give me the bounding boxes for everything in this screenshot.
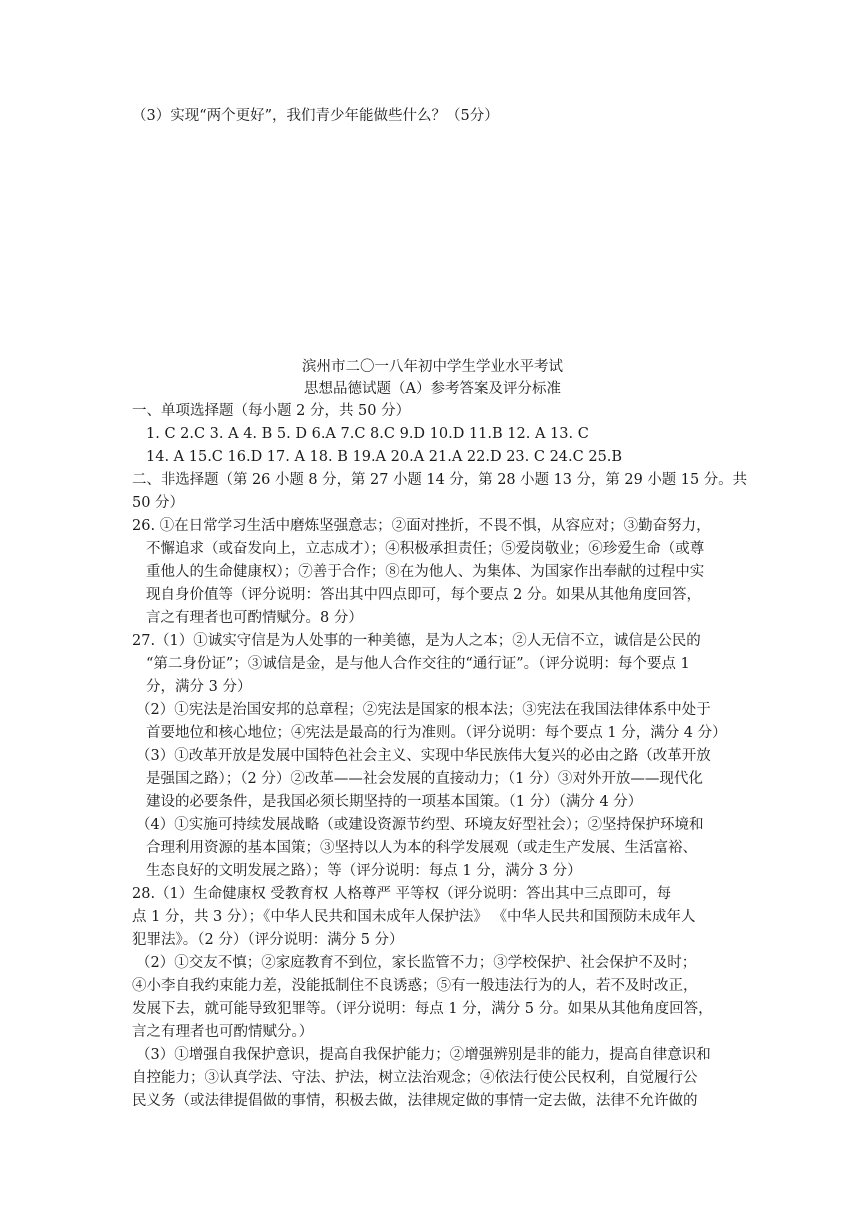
q27-line: （4）①实施可持续发展战略（或建设资源节约型、环境友好型社会）；②坚持保护环境和	[136, 817, 704, 833]
q28-line: （3）①增强自我保护意识，提高自我保护能力；②增强辨别是非的能力，提高自律意识和	[136, 1047, 711, 1063]
text-line: 50 分）	[132, 495, 185, 511]
doc-subtitle: 思想品德试题（A）参考答案及评分标准	[304, 381, 561, 397]
q27-line: 分，满分 3 分）	[146, 679, 252, 695]
q28-line: （2）①交友不慎；②家庭教育不到位，家长监管不力；③学校保护、社会保护不及时；	[136, 955, 697, 971]
q27-line: 27.（1）①诚实守信是为人处事的一种美德，是为人之本；②人无信不立，诚信是公民的	[132, 633, 701, 649]
q28-line: 点 1 分，共 3 分）；《中华人民共和国未成年人保护法》 《中华人民共和国预防未成年人	[132, 909, 696, 925]
q28-line: 发展下去，就可能导致犯罪等。（评分说明：每点 1 分，满分 5 分。如果从其他角度回答，	[132, 1001, 713, 1017]
q27-line: （2）①宪法是治国安邦的总章程；②宪法是国家的根本法；③宪法在我国法律体系中处于	[136, 702, 711, 718]
q27-line: 首要地位和核心地位；④宪法是最高的行为准则。（评分说明：每个要点 1 分，满分 4 分）	[146, 725, 727, 741]
q27-line: “第二身份证”；③诚信是金，是与他人合作交往的“通行证”。（评分说明：每个要点 1	[146, 656, 690, 672]
answer-row: 1. C 2.C 3. A 4. B 5. D 6.A 7.C 8.C 9.D 10.D 11.B 12. A 13. C	[146, 426, 589, 442]
q27-line: 建设的必要条件，是我国必须长期坚持的一项基本国策。（1 分）（满分 4 分）	[146, 794, 643, 810]
answer-row: 14. A 15.C 16.D 17. A 18. B 19.A 20.A 21.A 22.D 23. C 24.C 25.B	[146, 449, 623, 465]
q26-line: 重他人的生命健康权）；⑦善于合作；⑧在为他人、为集体、为国家作出奉献的过程中实	[146, 564, 705, 580]
doc-title: 滨州市二〇一八年初中学生学业水平考试	[302, 359, 563, 375]
q28-line: 28.（1）生命健康权 受教育权 人格尊严 平等权（评分说明：答出其中三点即可，每	[132, 886, 672, 902]
q26-line: 言之有理者也可酌情赋分。8 分）	[146, 610, 363, 626]
q26-line: 现自身价值等（评分说明：答出其中四点即可，每个要点 2 分。如果从其他角度回答，	[146, 587, 701, 603]
question-3: （3）实现“两个更好”，我们青少年能做些什么？（5分）	[132, 108, 499, 124]
q27-line: （3）①改革开放是发展中国特色社会主义、实现中华民族伟大复兴的必由之路（改革开放	[136, 748, 711, 764]
q28-line: 犯罪法》。（2 分）（评分说明：满分 5 分）	[132, 932, 404, 948]
q26-line: 26. ①在日常学习生活中磨炼坚强意志；②面对挫折，不畏不惧，从容应对；③勤奋努力，	[132, 518, 711, 534]
q28-line: 言之有理者也可酌情赋分。）	[132, 1024, 314, 1040]
q28-line: 民义务（或法律提倡做的事情，积极去做，法律规定做的事情一定去做，法律不允许做的	[132, 1093, 698, 1109]
q26-line: 不懈追求（或奋发向上，立志成才）；④积极承担责任；⑤爱岗敬业；⑥珍爱生命（或尊	[146, 541, 705, 557]
q27-line: 是强国之路）；（2 分）②改革——社会发展的直接动力；（1 分）③对外开放——现代化	[146, 771, 703, 787]
q28-line: ④小李自我约束能力差，没能抵制住不良诱惑；⑤有一般违法行为的人，若不及时改正，	[132, 978, 698, 994]
q27-line: 生态良好的文明发展之路）；等（评分说明：每点 1 分，满分 3 分）	[146, 863, 582, 879]
section-heading-1: 一、单项选择题（每小题 2 分，共 50 分）	[132, 403, 411, 419]
q27-line: 合理利用资源的基本国策；③坚持以人为本的科学发展观（或走生产发展、生活富裕、	[146, 840, 697, 856]
section-heading-2: 二、非选择题（第 26 小题 8 分，第 27 小题 14 分，第 28 小题 13 分，第 29 小题 15 分。共	[132, 472, 748, 488]
q28-line: 自控能力；③认真学法、守法、护法，树立法治观念；④依法行使公民权利，自觉履行公	[132, 1070, 698, 1086]
